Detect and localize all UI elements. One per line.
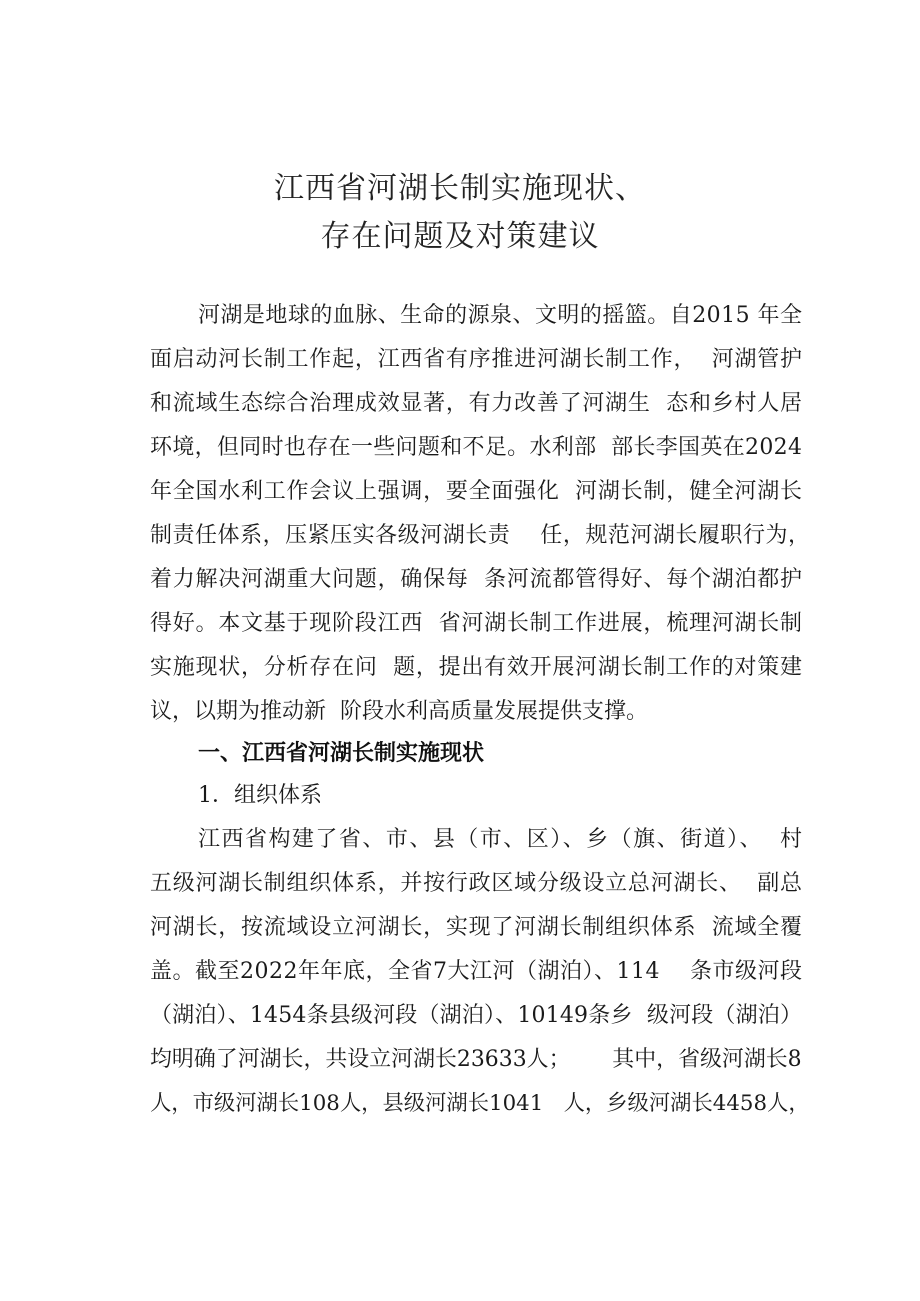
text-line: 实施现状，分析存在问 题，提出有效开展河湖长制工作的对策建 — [150, 655, 803, 680]
text-line: 得好。本文基于现阶段江西 省河湖长制工作进展，梳理河湖长制 — [150, 611, 803, 636]
text-line: 江西省构建了省、市、县（市、区）、乡（旗、街道）、 村 — [198, 827, 804, 852]
text-line: 和流域生态综合治理成效显著，有力改善了河湖生 态和乡村人居 — [150, 391, 803, 416]
text-line: 盖。截至2022年年底，全省7大江河（湖泊）、114 条市级河段 — [150, 959, 803, 984]
document-title-line-2: 存在问题及对策建议 — [320, 219, 600, 254]
text-line: 制责任体系，压紧压实各级河湖长责 任，规范河湖长履职行为， — [150, 523, 811, 548]
text-line: 五级河湖长制组织体系，并按行政区域分级设立总河湖长、 副总 — [150, 871, 803, 896]
text-line: 面启动河长制工作起，江西省有序推进河湖长制工作， 河湖管护 — [150, 347, 803, 372]
document-title-line-1: 江西省河湖长制实施现状、 — [274, 171, 646, 206]
text-line: （湖泊）、1454条县级河段（湖泊）、10149条乡 级河段（湖泊） — [150, 1003, 803, 1028]
text-line: 年全国水利工作会议上强调，要全面强化 河湖长制，健全河湖长 — [150, 479, 803, 504]
text-line: 河湖是地球的血脉、生命的源泉、文明的摇篮。自2015 年全 — [198, 303, 803, 328]
section-heading: 一、江西省河湖长制实施现状 — [198, 741, 485, 766]
text-line: 着力解决河湖重大问题，确保每 条河流都管得好、每个湖泊都护 — [150, 567, 803, 592]
text-line: 均明确了河湖长，共设立河湖长23633人； 其中，省级河湖长8 — [150, 1047, 802, 1072]
text-line: 人，市级河湖长108人，县级河湖长1041 人，乡级河湖长4458人， — [150, 1091, 810, 1116]
text-line: 环境，但同时也存在一些问题和不足。水利部 部长李国英在2024 — [150, 435, 803, 460]
text-line: 议，以期为推动新 阶段水利高质量发展提供支撑。 — [150, 699, 648, 724]
subsection-heading: 1．组织体系 — [198, 783, 322, 808]
text-line: 河湖长，按流域设立河湖长，实现了河湖长制组织体系 流域全覆 — [150, 915, 803, 940]
